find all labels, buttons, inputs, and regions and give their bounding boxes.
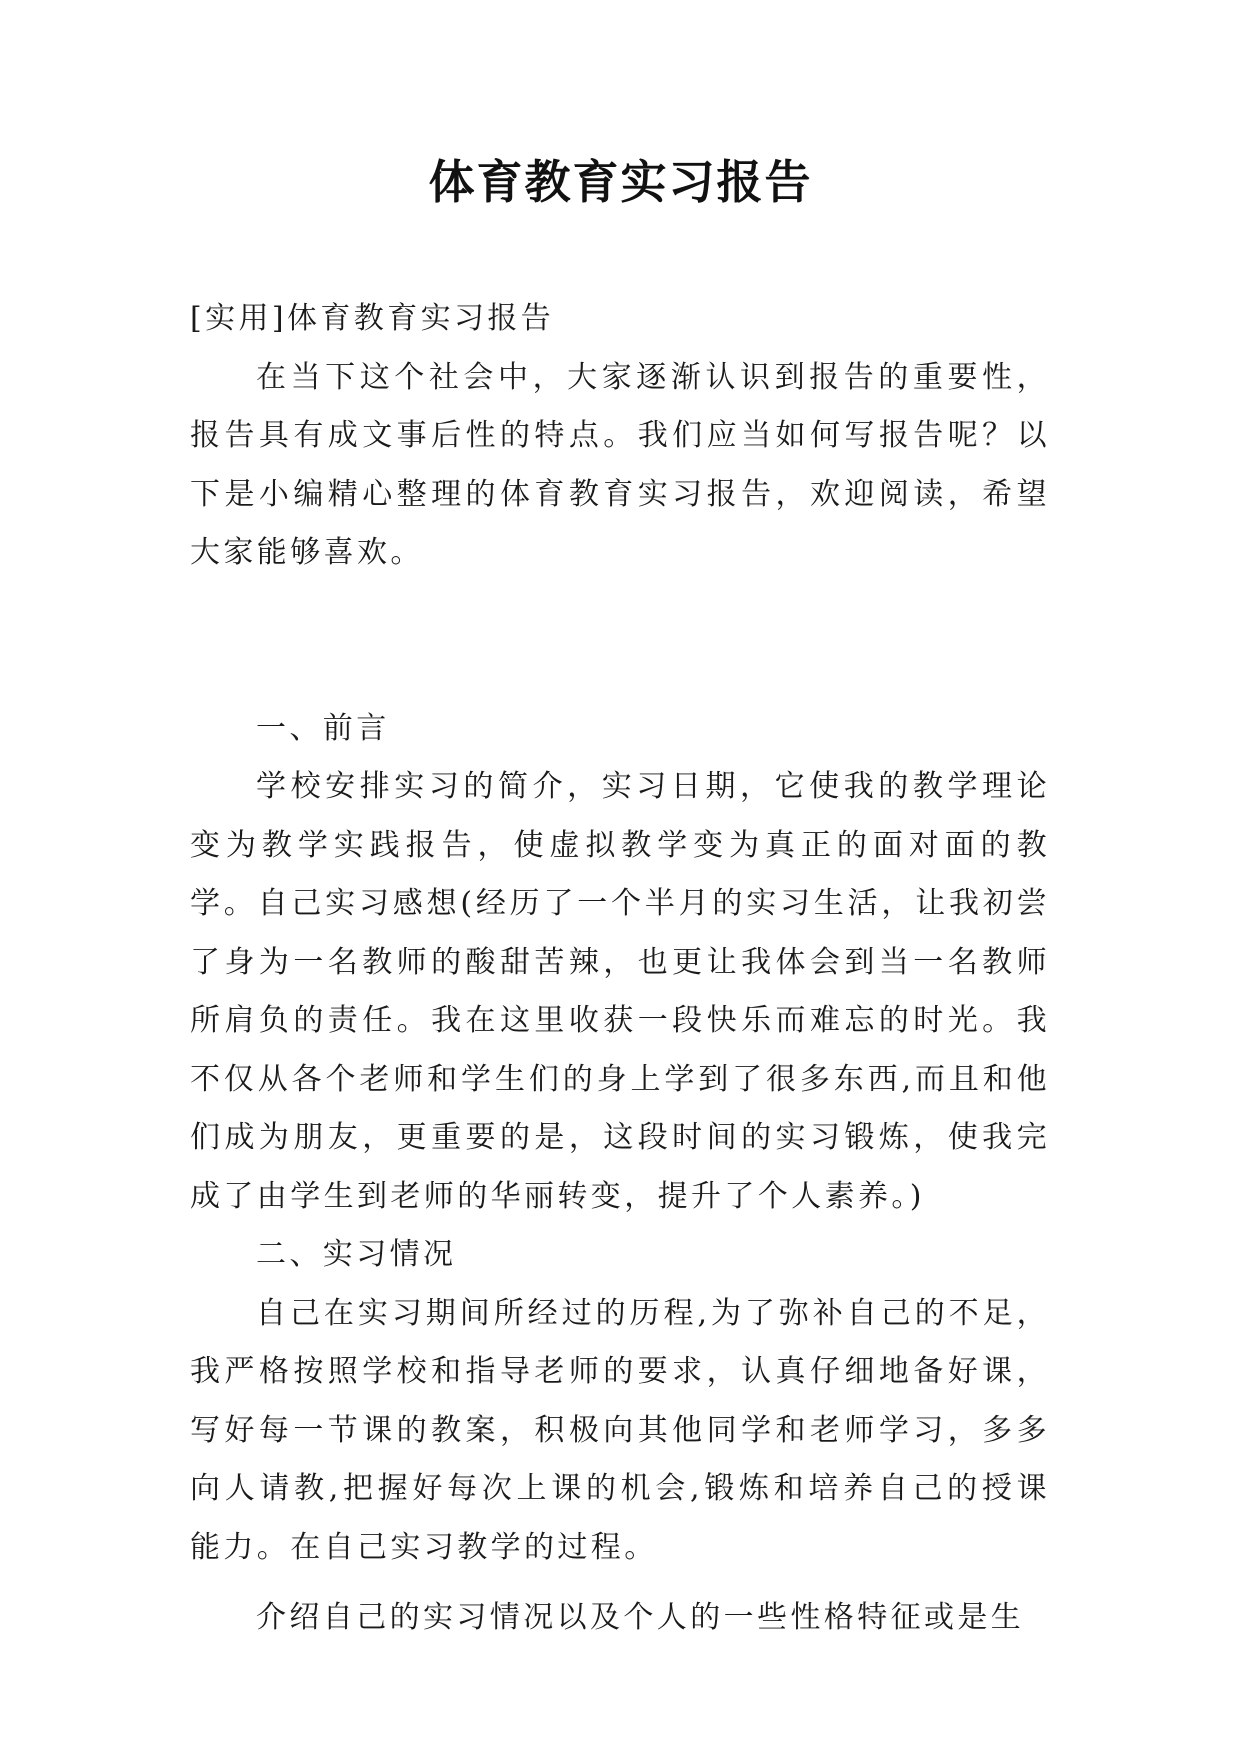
document-body [190,290,1050,1648]
preface-paragraph: 学校安排实习的简介，实习日期，它使我的教学理论变为教学实践报告，使虚拟教学变为真正的面对面的教学。自己实习感想(经历了一个半月的实习生活，让我初尝了身为一名教师的酸甜苦辣，也更让我体会到当一名教师所肩负的责任。我在这里收获一段快乐而难忘的时光。我不仅从各个老师和学生们的身上学到了很多东西,而且和他们成为朋友，更重要的是，这段时间的实习锻炼，使我完成了由学生到老师的华丽转变，提升了个人素养。) [190,769,1050,1214]
paragraph-spacer [190,583,1050,700]
section-heading-situation: 二、实习情况 [256,1237,457,1272]
document-title: 体育教育实习报告 [428,155,813,209]
document-subtitle: [实用]体育教育实习报告 [190,301,555,336]
continuation-paragraph: 介绍自己的实习情况以及个人的一些性格特征或是生 [256,1600,1025,1635]
situation-paragraph: 自己在实习期间所经过的历程,为了弥补自己的不足，我严格按照学校和指导老师的要求，认真仔细地备好课，写好每一节课的教案，积极向其他同学和老师学习，多多向人请教,把握好每次上课的机会,锻炼和培养自己的授课能力。在自己实习教学的过程。 [190,1295,1050,1565]
section-heading-preface: 一、前言 [256,710,390,746]
intro-paragraph: 在当下这个社会中，大家逐渐认识到报告的重要性，报告具有成文事后性的特点。我们应当如何写报告呢？以下是小编精心整理的体育教育实习报告，欢迎阅读，希望大家能够喜欢。 [190,359,1050,570]
